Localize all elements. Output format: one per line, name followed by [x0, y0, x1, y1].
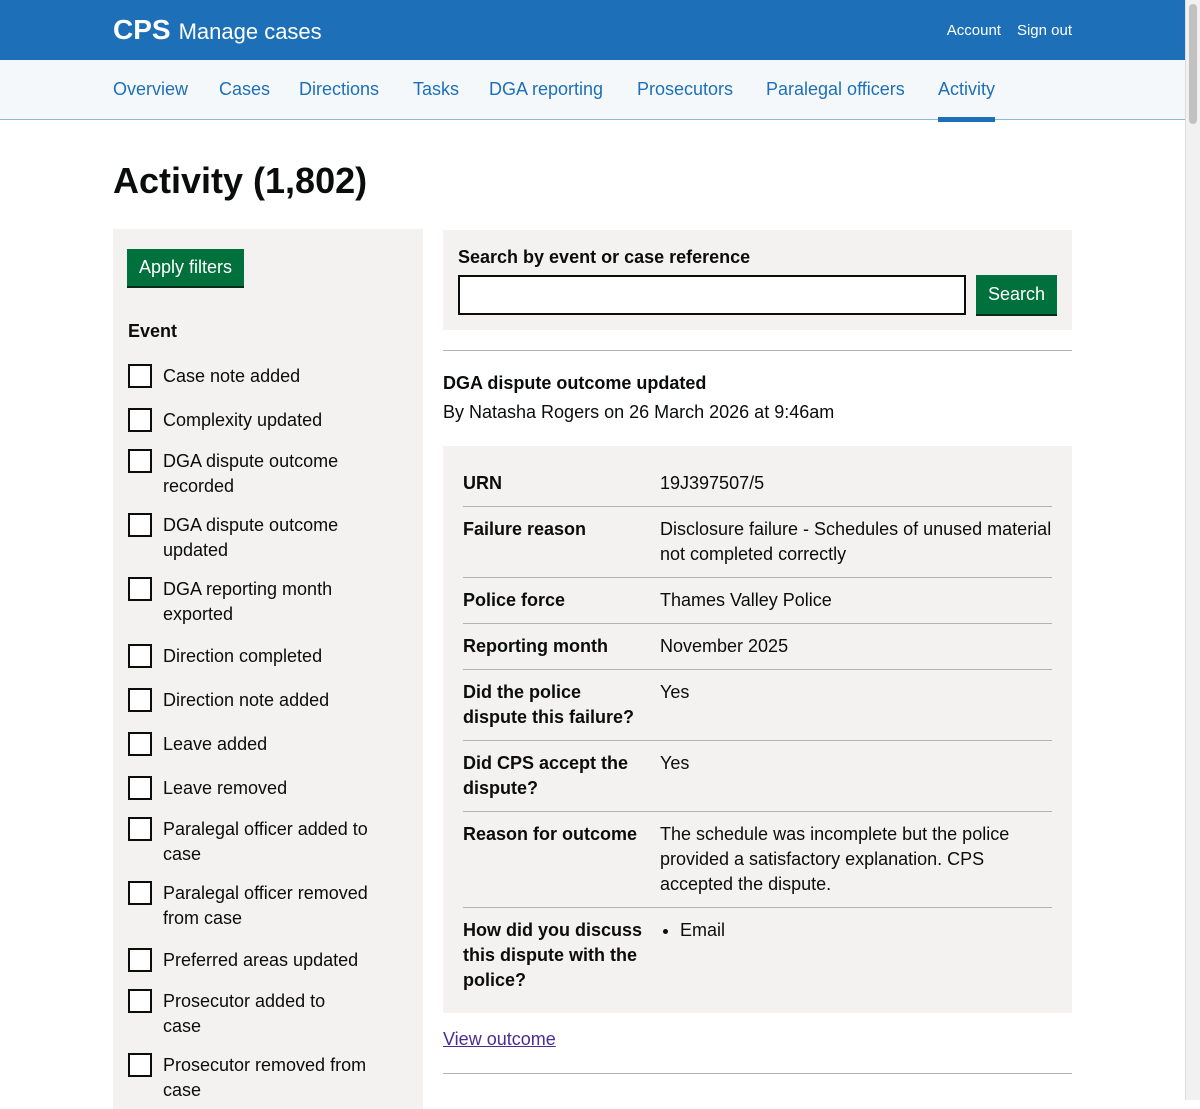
event-filter-checkbox[interactable]	[128, 817, 368, 867]
event-filter-checkbox[interactable]	[128, 644, 368, 669]
summary-row	[463, 908, 1052, 1003]
checkbox[interactable]	[128, 449, 152, 473]
summary-value: Thames Valley Police	[660, 590, 832, 610]
nav-cases[interactable]: Cases	[219, 79, 271, 99]
event-filter-checkbox[interactable]	[128, 577, 368, 627]
checkbox[interactable]	[128, 364, 152, 388]
event-filter-checkbox[interactable]	[128, 989, 368, 1039]
scrollbar[interactable]	[1185, 0, 1200, 1100]
divider	[443, 350, 1072, 351]
checkbox-label[interactable]: Prosecutor removed from case	[163, 1055, 367, 1100]
summary-key: Failure reason	[463, 519, 587, 539]
event-filter-checkbox[interactable]	[128, 688, 368, 713]
event-filter-checkbox[interactable]	[128, 881, 368, 931]
logo: CPS	[113, 14, 171, 45]
nav-overview[interactable]: Overview	[113, 79, 189, 99]
checkbox-label[interactable]: DGA dispute outcome recorded	[163, 451, 339, 496]
account-link[interactable]: Account	[946, 22, 1001, 39]
summary-value: Yes	[660, 753, 690, 773]
summary-value: Yes	[660, 682, 690, 702]
scrollbar-thumb[interactable]	[1189, 4, 1197, 124]
event-byline: By Natasha Rogers on 26 March 2026 at 9:46am	[443, 402, 835, 422]
page-title: Activity (1,802)	[113, 160, 368, 201]
search-label: Search by event or case reference	[458, 247, 751, 267]
checkbox-label[interactable]: Paralegal officer added to case	[163, 819, 368, 864]
checkbox[interactable]	[128, 1053, 152, 1077]
summary-row	[463, 507, 1052, 578]
nav-dga-reporting[interactable]: DGA reporting	[489, 79, 604, 99]
checkbox[interactable]	[128, 688, 152, 712]
summary-key: Reason for outcome	[463, 824, 638, 844]
checkbox[interactable]	[128, 881, 152, 905]
summary-key: Police force	[463, 590, 566, 610]
event-filter-checkbox[interactable]	[128, 732, 368, 757]
view-outcome-link[interactable]: View outcome	[443, 1029, 556, 1049]
event-filter-checkbox[interactable]	[128, 948, 368, 973]
list-item: • Email	[680, 918, 1052, 943]
service-name: Manage cases	[178, 19, 322, 44]
divider	[443, 1073, 1072, 1074]
nav-directions[interactable]: Directions	[299, 79, 380, 99]
checkbox[interactable]	[128, 989, 152, 1013]
nav-prosecutors[interactable]: Prosecutors	[637, 79, 734, 99]
event-filter-legend: Event	[128, 321, 178, 341]
event-filter-checkbox[interactable]	[128, 513, 368, 563]
nav-tasks[interactable]: Tasks	[413, 79, 460, 99]
summary-key: Reporting month	[463, 636, 608, 656]
event-filter-checkbox[interactable]	[128, 776, 368, 801]
event-title: DGA dispute outcome updated	[443, 373, 707, 393]
checkbox-label[interactable]: Preferred areas updated	[163, 950, 359, 970]
checkbox-label[interactable]: Direction note added	[163, 690, 330, 710]
checkbox-label[interactable]: Leave added	[163, 734, 268, 754]
event-filter-checkbox[interactable]	[128, 408, 368, 433]
summary-row	[463, 741, 1052, 812]
summary-value: The schedule was incomplete but the police provided a satisfactory explanation. CPS accepted the dispute.	[660, 824, 1010, 894]
checkbox[interactable]	[128, 817, 152, 841]
service-brand[interactable]	[113, 14, 322, 46]
event-filter-checkbox[interactable]	[128, 449, 368, 499]
summary-row	[463, 624, 1052, 670]
checkbox[interactable]	[128, 732, 152, 756]
summary-key: Did CPS accept the dispute?	[463, 753, 629, 798]
summary-value: 19J397507/5	[660, 473, 765, 493]
checkbox[interactable]	[128, 577, 152, 601]
summary-key: How did you discuss this dispute with the police?	[463, 920, 643, 990]
nav-activity[interactable]: Activity	[938, 79, 995, 122]
summary-key: URN	[463, 473, 502, 493]
filter-panel	[113, 229, 423, 1109]
summary-row	[463, 578, 1052, 624]
nav-paralegal-officers[interactable]: Paralegal officers	[766, 79, 905, 99]
summary-value: Disclosure failure - Schedules of unused material not completed correctly	[660, 519, 1052, 564]
apply-filters-button[interactable]: Apply filters	[127, 249, 244, 286]
summary-value-list	[660, 918, 1052, 993]
checkbox[interactable]	[128, 408, 152, 432]
checkbox-label[interactable]: Case note added	[163, 366, 301, 386]
sign-out-link[interactable]: Sign out	[1016, 22, 1072, 39]
summary-row	[463, 670, 1052, 741]
summary-key: Did the police dispute this failure?	[463, 682, 635, 727]
search-panel	[443, 230, 1072, 330]
checkbox-label[interactable]: Prosecutor added to case	[163, 991, 326, 1036]
checkbox-label[interactable]: Direction completed	[163, 646, 323, 666]
header	[0, 0, 1200, 60]
checkbox[interactable]	[128, 644, 152, 668]
checkbox-label[interactable]: DGA reporting month exported	[163, 579, 333, 624]
summary-row	[463, 461, 1052, 507]
checkbox[interactable]	[128, 948, 152, 972]
search-input[interactable]	[458, 275, 966, 315]
search-button[interactable]: Search	[976, 275, 1057, 314]
summary-value: November 2025	[660, 636, 789, 656]
event-filter-checkbox[interactable]	[128, 364, 368, 389]
checkbox-label[interactable]: DGA dispute outcome updated	[163, 515, 339, 560]
event-summary-list	[443, 446, 1072, 1013]
checkbox[interactable]	[128, 776, 152, 800]
checkbox-label[interactable]: Complexity updated	[163, 410, 323, 430]
event-filter-checkbox[interactable]	[128, 1053, 368, 1103]
checkbox[interactable]	[128, 513, 152, 537]
checkbox-label[interactable]: Leave removed	[163, 778, 288, 798]
checkbox-label[interactable]: Paralegal officer removed from case	[163, 883, 368, 928]
summary-row	[463, 812, 1052, 908]
primary-nav	[0, 60, 1200, 120]
